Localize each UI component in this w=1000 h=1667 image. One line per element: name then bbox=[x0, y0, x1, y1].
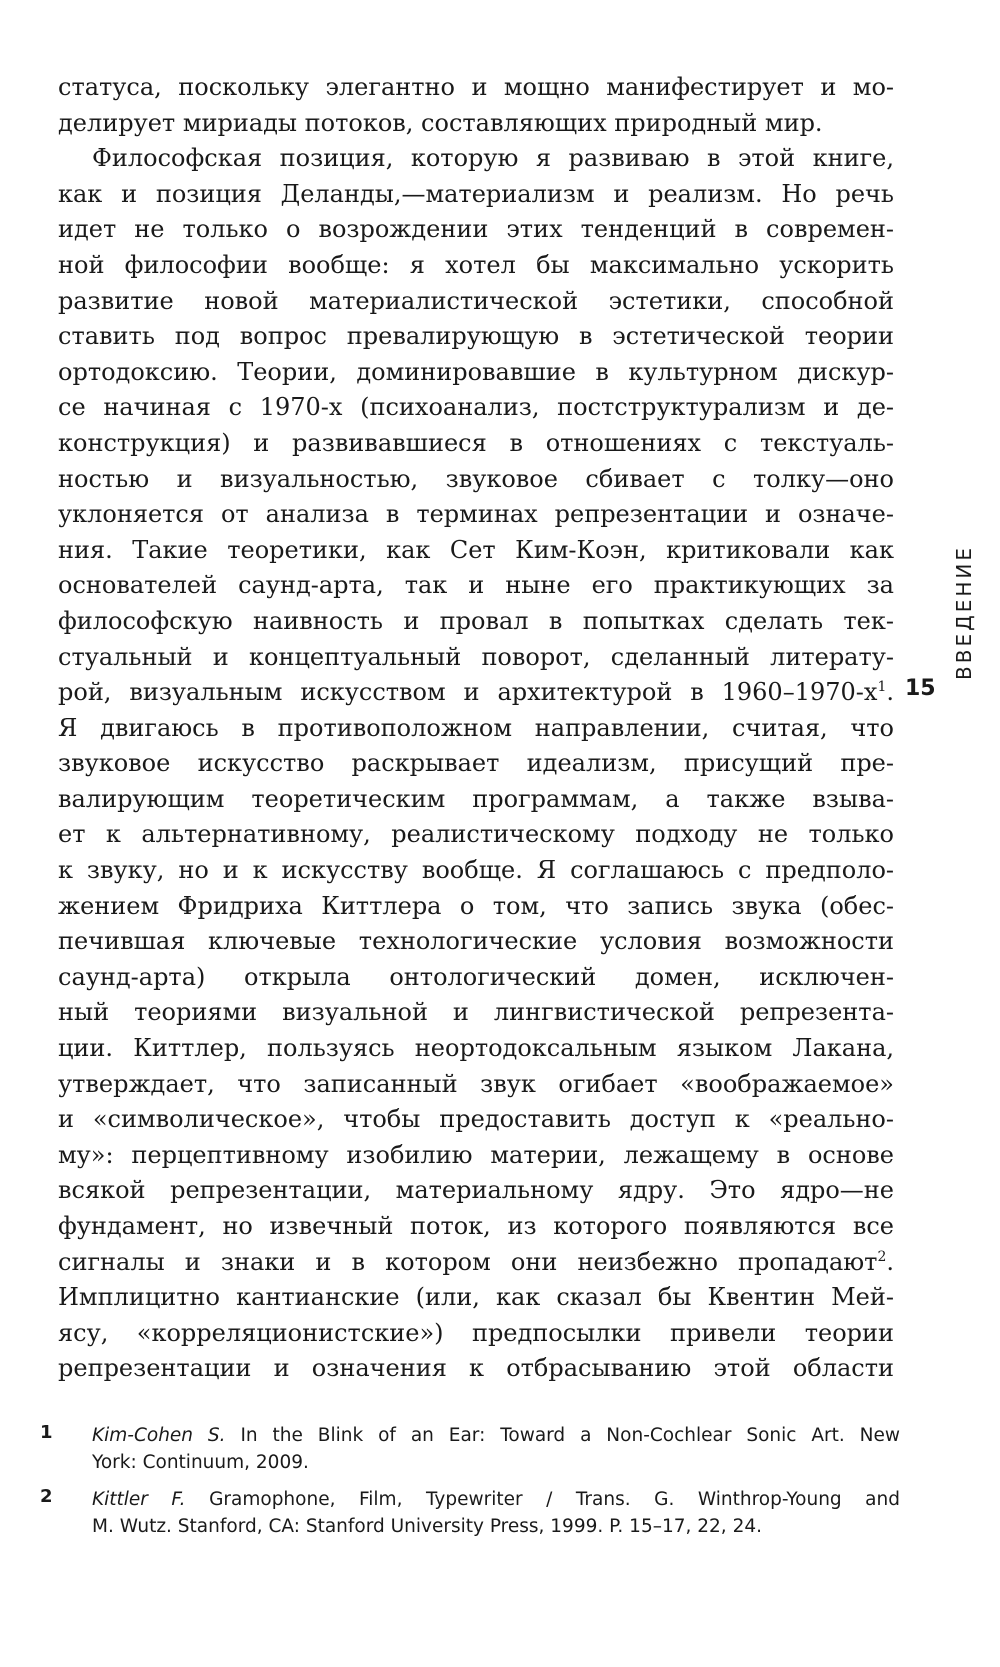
text-line: се начиная с 1970-х (психоанализ, постструктурализм и де- bbox=[58, 393, 894, 422]
text-line: утверждает, что записанный звук огибает «воображаемое» bbox=[58, 1069, 894, 1098]
footnote-number: 2 bbox=[40, 1486, 53, 1507]
text-line-content: рой, визуальным искусством и архитектурой в 1960–1970-х bbox=[58, 678, 878, 707]
text-line: Философская позиция, которую я развиваю в этой книге, bbox=[92, 144, 894, 173]
text-line: саунд-арта) открыла онтологический домен, исключен- bbox=[58, 962, 894, 991]
text-line: стуальный и концептуальный поворот, сделанный литерату- bbox=[58, 642, 894, 671]
footnote-ref-trail: . bbox=[886, 678, 894, 707]
text-line: делирует мириады потоков, составляющих природный мир. bbox=[58, 108, 823, 137]
text-line: статуса, поскольку элегантно и мощно манифестирует и мо- bbox=[58, 73, 894, 101]
text-line: и «символическое», чтобы предоставить доступ к «реально- bbox=[58, 1105, 894, 1134]
text-line-content: сигналы и знаки и в котором они неизбежно пропадают bbox=[58, 1247, 878, 1276]
footnote-ref-2[interactable]: 2 bbox=[877, 1248, 887, 1265]
text-line: ясу, «корреляционистские») предпосылки привели теории bbox=[58, 1318, 894, 1347]
text-line: идет не только о возрождении этих тенденций в современ- bbox=[58, 215, 894, 244]
text-line: ции. Киттлер, пользуясь неортодоксальным языком Лакана, bbox=[58, 1034, 894, 1063]
text-line-with-footnote bbox=[58, 1245, 894, 1281]
footnote-ref-trail: . bbox=[886, 1247, 894, 1276]
footnote-line bbox=[92, 1486, 900, 1513]
footnote-ref-1[interactable]: 1 bbox=[877, 679, 887, 696]
footnote-line: York: Continuum, 2009. bbox=[92, 1452, 309, 1473]
footnote-text: In the Blink of an Ear: Toward a Non-Cochlear Sonic Art. New bbox=[225, 1425, 900, 1446]
footnote-line: M. Wutz. Stanford, CA: Stanford University Press, 1999. P. 15–17, 22, 24. bbox=[92, 1516, 762, 1537]
text-line: жением Фридриха Киттлера о том, что запись звука (обес- bbox=[58, 891, 894, 920]
text-line: к звуку, но и к искусству вообще. Я соглашаюсь с предполо- bbox=[58, 856, 894, 885]
text-line: развитие новой материалистической эстетики, способной bbox=[58, 286, 894, 315]
text-line: как и позиция Деланды,—материализм и реализм. Но речь bbox=[58, 179, 894, 208]
text-line: му»: перцептивному изобилию материи, лежащему в основе bbox=[58, 1140, 894, 1169]
text-line: ния. Такие теоретики, как Сет Ким-Коэн, критиковали как bbox=[58, 535, 894, 564]
running-head-label: ВВЕДЕНИЕ bbox=[952, 545, 976, 680]
text-line: уклоняется от анализа в терминах репрезентации и означе- bbox=[58, 500, 894, 529]
text-line: Имплицитно кантианские (или, как сказал бы Квентин Мей- bbox=[58, 1283, 894, 1312]
text-line: философскую наивность и провал в попытках сделать тек- bbox=[58, 606, 894, 635]
footnote-1 bbox=[40, 1422, 900, 1476]
footnotes bbox=[40, 1422, 900, 1550]
text-line: всякой репрезентации, материальному ядру. Это ядро—не bbox=[58, 1176, 894, 1205]
text-line: ортодоксию. Теории, доминировавшие в культурном дискур- bbox=[58, 357, 894, 386]
text-line: Я двигаюсь в противоположном направлении, считая, что bbox=[58, 713, 894, 742]
footnote-author: Kittler F. bbox=[92, 1489, 186, 1510]
footnote-number: 1 bbox=[40, 1422, 53, 1443]
text-line-with-footnote bbox=[58, 675, 894, 711]
text-line: ной философии вообще: я хотел бы максимально ускорить bbox=[58, 250, 894, 279]
text-line: основателей саунд-арта, так и ныне его практикующих за bbox=[58, 571, 894, 600]
text-line: ный теориями визуальной и лингвистической репрезента- bbox=[58, 998, 894, 1027]
text-line: репрезентации и означения к отбрасыванию этой области bbox=[58, 1354, 894, 1383]
footnote-author: Kim-Cohen S. bbox=[92, 1425, 226, 1446]
text-line: конструкция) и развивавшиеся в отношениях с текстуаль- bbox=[58, 428, 894, 457]
text-line: печившая ключевые технологические условия возможности bbox=[58, 927, 894, 956]
body-text bbox=[58, 70, 894, 1387]
running-head bbox=[918, 530, 976, 680]
text-line: ностью и визуальностью, звуковое сбивает с толку—оно bbox=[58, 464, 894, 493]
footnote-2 bbox=[40, 1486, 900, 1540]
text-line: фундамент, но извечный поток, из которого появляются все bbox=[58, 1212, 894, 1240]
footnote-text: Gramophone, Film, Typewriter / Trans. G. Winthrop-Young and bbox=[185, 1489, 900, 1510]
text-line: ставить под вопрос превалирующую в эстетической теории bbox=[58, 322, 894, 351]
text-line: ет к альтернативному, реалистическому подходу не только bbox=[58, 820, 894, 849]
footnote-line bbox=[92, 1422, 900, 1449]
text-line: звуковое искусство раскрывает идеализм, присущий пре- bbox=[58, 749, 894, 778]
text-line: валирующим теоретическим программам, а также взыва- bbox=[58, 784, 894, 813]
page-number: 15 bbox=[905, 676, 936, 701]
